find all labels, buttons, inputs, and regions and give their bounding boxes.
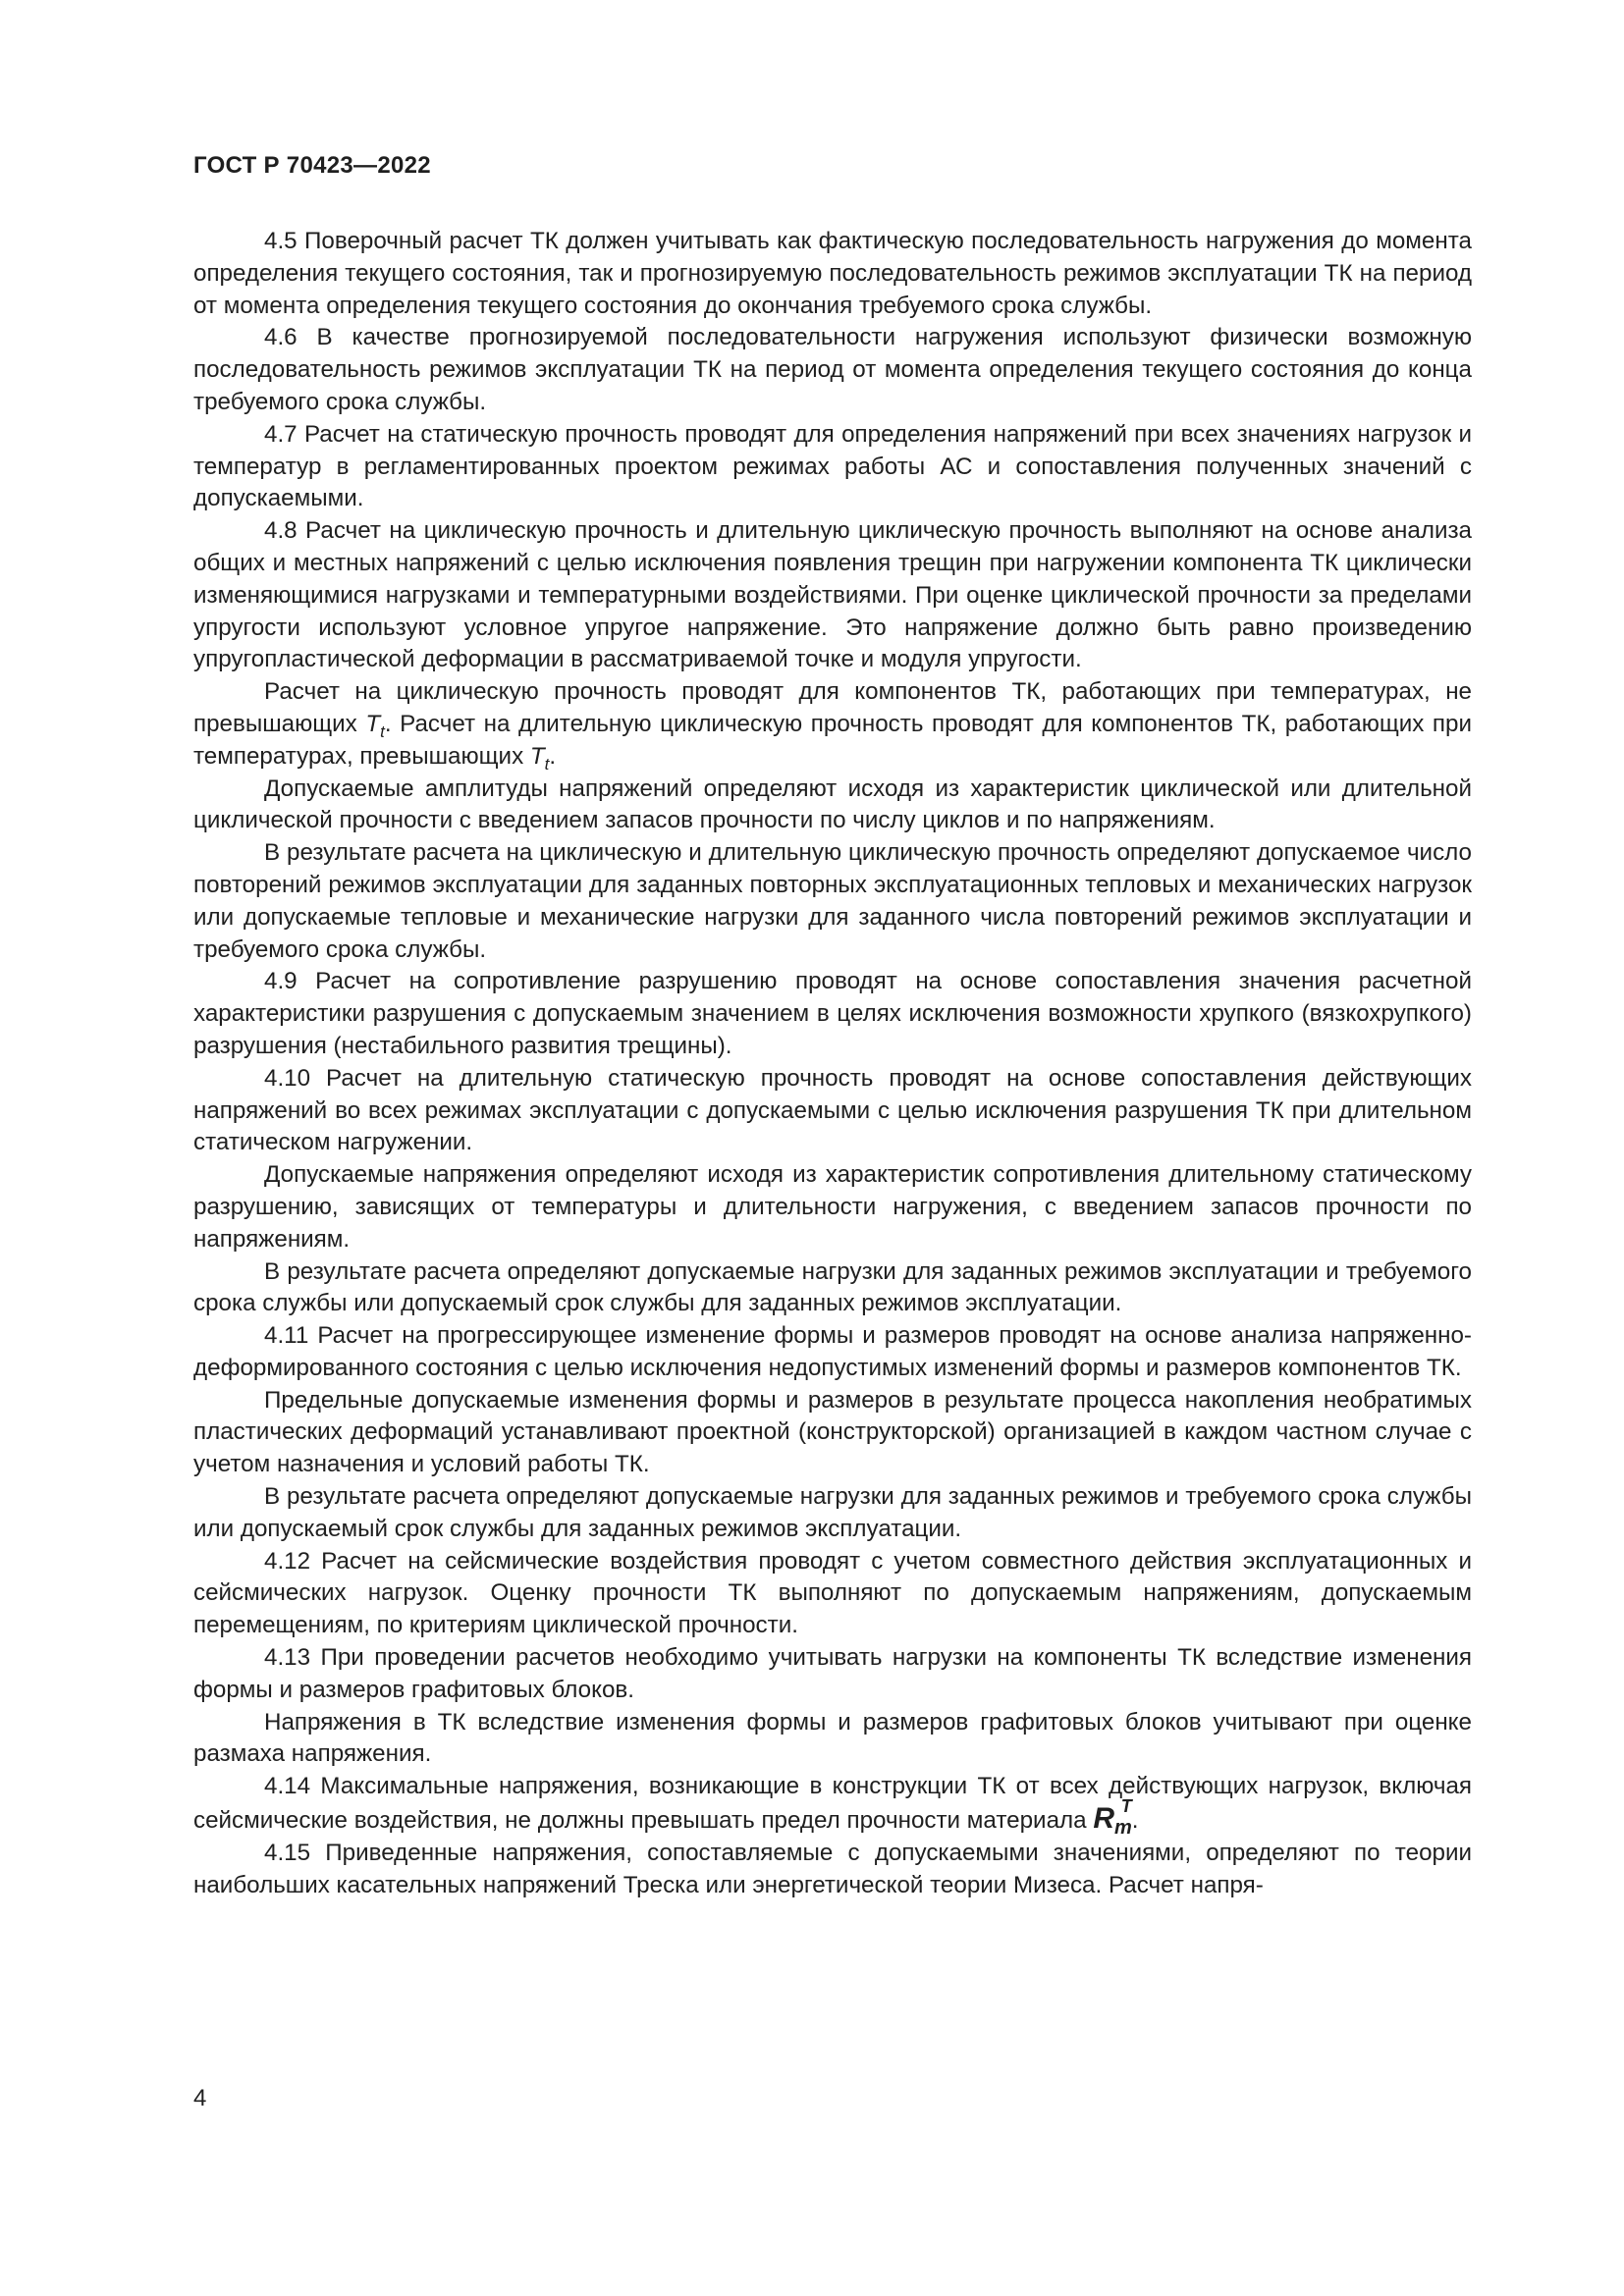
paragraph-cyclic-part2: . Расчет на длительную циклическую прочность проводят для компонентов ТК, работающих при температурах, превышающих <box>193 710 1472 770</box>
strength-limit-superscript: T <box>1120 1795 1132 1816</box>
paragraph-4-8: 4.8 Расчет на циклическую прочность и длительную циклическую прочность выполняют на основе анализа общих и местных напряжений с целью исключения появления трещин при нагружении компонента ТК циклически изменяющимися нагрузками и температурными воздействиями. При оценке циклической прочности за пределами упругости используют условное упругое напряжение. Это напряжение должно быть равно произведению упругопластической деформации в рассматриваемой точке и модуля упругости. <box>193 517 1472 673</box>
temperature-symbol-2: T <box>529 742 545 770</box>
paragraph-4-9: 4.9 Расчет на сопротивление разрушению проводят на основе сопоставления значения расчетной характеристики разрушения с допускаемым значением в целях исключения возможности хрупкого (вязкохрупкого) разрушения (нестабильного развития трещины). <box>193 968 1472 1059</box>
paragraph-graphite-stresses: Напряжения в ТК вследствие изменения формы и размеров графитовых блоков учитывают при оценке размаха напряжения. <box>193 1708 1472 1768</box>
paragraph-4-11: 4.11 Расчет на прогрессирующее изменение формы и размеров проводят на основе анализа напряженно-деформированного состояния с целью исключения недопустимых изменений формы и размеров компонентов ТК. <box>193 1322 1472 1381</box>
paragraph-4-10: 4.10 Расчет на длительную статическую прочность проводят на основе сопоставления действующих напряжений во всех режимах эксплуатации с допускаемыми с целью исключения разрушения ТК при длительном статическом нагружении. <box>193 1064 1472 1156</box>
paragraph-4-14-text: 4.14 Максимальные напряжения, возникающие в конструкции ТК от всех действующих нагрузок, включая сейсмические воздействия, не должны превышать предел прочности материала <box>193 1773 1472 1835</box>
paragraph-cyclic-part1: Расчет на циклическую прочность проводят для компонентов ТК, работающих при температурах, не превышающих <box>193 678 1472 737</box>
paragraph-static-result: В результате расчета определяют допускаемые нагрузки для заданных режимов эксплуатации и требуемого срока службы или допускаемый срок службы для заданных режимов эксплуатации. <box>193 1257 1472 1317</box>
paragraph-4-6: 4.6 В качестве прогнозируемой последовательности нагружения используют физически возможную последовательность режимов эксплуатации ТК на период от момента определения текущего состояния до конца требуемого срока службы. <box>193 324 1472 415</box>
temperature-subscript: t <box>380 721 385 741</box>
page-number: 4 <box>193 2085 207 2111</box>
paragraph-cyclic-temperature <box>193 676 1472 773</box>
temperature-symbol: T <box>365 710 381 737</box>
paragraph-4-13: 4.13 При проведении расчетов необходимо учитывать нагрузки на компоненты ТК вследствие изменения формы и размеров графитовых блоков. <box>193 1644 1472 1703</box>
document-body <box>193 226 1472 1901</box>
temperature-subscript-2: t <box>544 754 550 774</box>
paragraph-progressive-result: В результате расчета определяют допускаемые нагрузки для заданных режимов и требуемого срока службы или допускаемый срок службы для заданных режимов эксплуатации. <box>193 1483 1472 1542</box>
paragraph-4-5: 4.5 Поверочный расчет ТК должен учитывать как фактическую последовательность нагружения до момента определения текущего состояния, так и прогнозируемую последовательность режимов эксплуатации ТК на период от момента определения текущего состояния до окончания требуемого срока службы. <box>193 228 1472 319</box>
document-code-header: ГОСТ Р 70423—2022 <box>193 152 431 179</box>
paragraph-4-14-tail: . <box>1131 1807 1139 1835</box>
paragraph-cyclic-result: В результате расчета на циклическую и длительную циклическую прочность определяют допускаемое число повторений режимов эксплуатации для заданных повторных эксплуатационных тепловых и механических нагрузок или допускаемые тепловые и механические нагрузки для заданного числа повторений режимов эксплуатации и требуемого срока службы. <box>193 839 1472 963</box>
paragraph-4-15: 4.15 Приведенные напряжения, сопоставляемые с допускаемыми значениями, определяют по теории наибольших касательных напряжений Треска или энергетической теории Мизеса. Расчет напря- <box>193 1839 1472 1898</box>
paragraph-4-14 <box>193 1771 1472 1838</box>
paragraph-4-12: 4.12 Расчет на сейсмические воздействия проводят с учетом совместного действия эксплуатационных и сейсмических нагрузок. Оценку прочности ТК выполняют по допускаемым напряжениям, допускаемым перемещениям, по критериям циклической прочности. <box>193 1547 1472 1639</box>
paragraph-limit-shape-changes: Предельные допускаемые изменения формы и размеров в результате процесса накопления необратимых пластических деформаций устанавливают проектной (конструкторской) организацией в каждом частном случае с учетом назначения и условий работы ТК. <box>193 1386 1472 1478</box>
strength-limit-subscript: m <box>1113 1817 1132 1840</box>
strength-limit-symbol: R <box>1093 1802 1114 1836</box>
paragraph-4-7: 4.7 Расчет на статическую прочность проводят для определения напряжений при всех значениях нагрузок и температур в регламентированных проектом режимах работы АС и сопоставления полученных значений с допускаемыми. <box>193 420 1472 512</box>
paragraph-allowable-stresses: Допускаемые напряжения определяют исходя из характеристик сопротивления длительному статическому разрушению, зависящих от температуры и длительности нагружения, с введением запасов прочности по напряжениям. <box>193 1161 1472 1253</box>
paragraph-allowable-amplitudes: Допускаемые амплитуды напряжений определяют исходя из характеристик циклической или длительной циклической прочности с введением запасов прочности по числу циклов и по напряжениям. <box>193 774 1472 834</box>
paragraph-cyclic-part3: . <box>549 742 557 770</box>
